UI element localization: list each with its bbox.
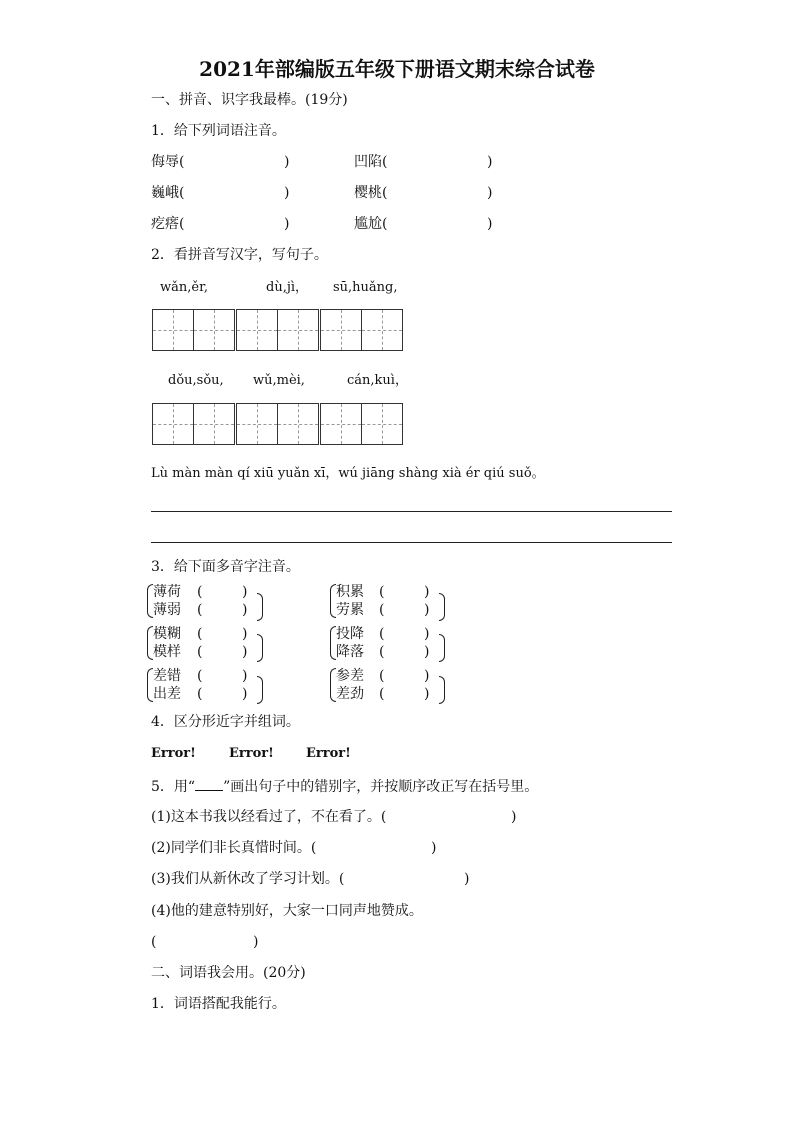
poly-word: 模糊: [153, 626, 181, 642]
writing-cell[interactable]: [277, 403, 319, 445]
section2-q1-label: 1．词语搭配我能行。: [151, 996, 286, 1012]
q5-item-2-close: ): [431, 840, 437, 856]
paren-close: ): [242, 626, 248, 642]
q5-item-2: (2)同学们非长真惜时间。(: [151, 840, 317, 856]
right-brace: [257, 593, 263, 621]
paren-open: (: [197, 686, 203, 702]
poly-word: 差劲: [336, 686, 364, 702]
poly-word: 差错: [153, 668, 181, 684]
page-title: 2021年部编版五年级下册语文期末综合试卷: [199, 57, 595, 81]
q1-row3-left: 疙瘩(: [151, 216, 185, 232]
q5-item-3: (3)我们从新休改了学习计划。(: [151, 871, 345, 887]
q1-row2-left-close: ): [284, 185, 290, 201]
paren-close: ): [424, 644, 430, 660]
paren-close: ): [242, 668, 248, 684]
paren-open: (: [197, 668, 203, 684]
writing-cell[interactable]: [361, 403, 403, 445]
paren-open: (: [379, 626, 385, 642]
pinyin-6: cán,kuì，: [347, 373, 408, 388]
right-brace: [439, 593, 445, 621]
writing-cell[interactable]: [193, 309, 235, 351]
paren-open: (: [379, 644, 385, 660]
pinyin-5: wǔ,mèi,: [253, 373, 305, 388]
paren-close: ): [424, 626, 430, 642]
paren-open: (: [379, 686, 385, 702]
writing-cell[interactable]: [236, 309, 278, 351]
pinyin-4: dǒu,sǒu,: [168, 373, 224, 388]
poly-word: 出差: [153, 686, 181, 702]
paren-close: ): [424, 584, 430, 600]
q5-label: [151, 777, 538, 796]
q1-row3-right-close: ): [487, 216, 493, 232]
writing-cell[interactable]: [361, 309, 403, 351]
poly-word: 薄弱: [153, 602, 181, 618]
writing-cell[interactable]: [320, 403, 362, 445]
q1-row1-left-close: ): [284, 154, 290, 170]
error-text: Error!: [229, 746, 274, 761]
q1-label: 1．给下列词语注音。: [151, 123, 286, 139]
pinyin-3: sū,huǎng,: [333, 280, 398, 295]
q1-row2-right-close: ): [487, 185, 493, 201]
q3-label: 3．给下面多音字注音。: [151, 559, 300, 575]
writing-cell[interactable]: [236, 403, 278, 445]
right-brace: [257, 634, 263, 662]
poly-word: 积累: [336, 584, 364, 600]
paren-close: ): [424, 686, 430, 702]
tianzige-row2: [152, 403, 402, 445]
q5-label-pre: 5．用“: [151, 779, 196, 795]
paren-open: (: [379, 668, 385, 684]
error-text: Error!: [151, 746, 196, 761]
tianzige-row1: [152, 309, 402, 351]
pinyin-1: wǎn,ěr,: [160, 280, 208, 295]
underline-sample: [195, 777, 223, 791]
q5-item-3-close: ): [464, 871, 470, 887]
poly-word: 投降: [336, 626, 364, 642]
q1-row3-right: 尴尬(: [354, 216, 388, 232]
paren-close: ): [424, 668, 430, 684]
paren-open: (: [197, 644, 203, 660]
paren-close: ): [424, 602, 430, 618]
q5-extra-open: (: [151, 934, 157, 950]
q1-row2-left: 巍峨(: [151, 185, 185, 201]
right-brace: [439, 676, 445, 704]
q5-item-1: (1)这本书我以经看过了，不在看了。(: [151, 809, 387, 825]
q1-row3-left-close: ): [284, 216, 290, 232]
q5-item-4: (4)他的建意特别好，大家一口同声地赞成。: [151, 903, 423, 919]
answer-line-1[interactable]: [151, 511, 672, 512]
poly-word: 薄荷: [153, 584, 181, 600]
q1-row2-right: 樱桃(: [354, 185, 388, 201]
answer-line-2[interactable]: [151, 542, 672, 543]
q5-extra-close: ): [253, 934, 259, 950]
section1-heading: 一、拼音、识字我最棒。(19分): [151, 92, 348, 108]
q5-item-1-close: ): [511, 809, 517, 825]
paren-close: ): [242, 686, 248, 702]
q5-label-post: ”画出句子中的错别字，并按顺序改正写在括号里。: [223, 779, 539, 795]
section2-heading: 二、词语我会用。(20分): [151, 965, 306, 981]
q1-row1-right-close: ): [487, 154, 493, 170]
paren-open: (: [197, 584, 203, 600]
paren-open: (: [379, 584, 385, 600]
paren-open: (: [197, 626, 203, 642]
paren-open: (: [379, 602, 385, 618]
poly-word: 参差: [336, 668, 364, 684]
q1-row1-left: 侮辱(: [151, 154, 185, 170]
error-text: Error!: [306, 746, 351, 761]
q4-label: 4．区分形近字并组词。: [151, 714, 300, 730]
writing-cell[interactable]: [193, 403, 235, 445]
paren-close: ): [242, 584, 248, 600]
q1-row1-right: 凹陷(: [354, 154, 388, 170]
writing-cell[interactable]: [277, 309, 319, 351]
paren-close: ): [242, 644, 248, 660]
sentence-pinyin: Lù màn màn qí xiū yuǎn xī，wú jiāng shàng xià ér qiú suǒ。: [151, 466, 545, 481]
paren-open: (: [197, 602, 203, 618]
pinyin-2: dù,jì，: [266, 280, 309, 295]
paren-close: ): [242, 602, 248, 618]
poly-word: 劳累: [336, 602, 364, 618]
q2-label: 2．看拼音写汉字，写句子。: [151, 247, 328, 263]
writing-cell[interactable]: [320, 309, 362, 351]
writing-cell[interactable]: [152, 403, 194, 445]
poly-word: 降落: [336, 644, 364, 660]
poly-word: 模样: [153, 644, 181, 660]
writing-cell[interactable]: [152, 309, 194, 351]
right-brace: [257, 676, 263, 704]
right-brace: [439, 634, 445, 662]
